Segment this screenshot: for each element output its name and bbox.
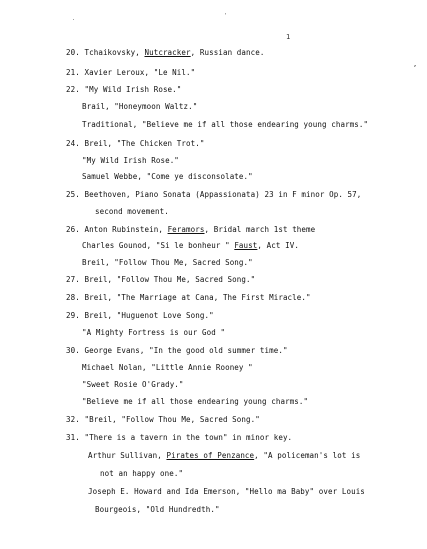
list-item-continuation xyxy=(82,241,299,250)
item-text: Beethoven, Piano Sonata (Appassionata) 23 in F minor Op. 57, xyxy=(84,190,362,199)
item-text-suffix: , Russian dance. xyxy=(190,48,265,57)
list-item-continuation xyxy=(82,258,253,267)
list-item-continuation xyxy=(82,380,184,389)
list-item xyxy=(66,433,292,442)
item-number: 24. xyxy=(66,139,80,148)
list-item xyxy=(66,293,311,302)
list-item-continuation xyxy=(100,469,183,478)
item-number: 30. xyxy=(66,346,80,355)
list-item-continuation xyxy=(82,172,253,181)
list-item-continuation xyxy=(82,397,308,406)
list-item-continuation xyxy=(95,505,220,514)
list-item-continuation xyxy=(82,363,253,372)
list-item xyxy=(66,275,255,284)
item-number: 31. xyxy=(66,433,80,442)
item-text: George Evans, "In the good old summer time." xyxy=(84,346,288,355)
item-text: Brail, "Honeymoon Waltz." xyxy=(82,102,198,111)
list-item xyxy=(66,85,181,94)
list-item-continuation xyxy=(95,207,169,216)
item-text: second movement. xyxy=(95,207,169,216)
item-text: Breil, "Huguenot Love Song." xyxy=(84,311,214,320)
list-item-continuation xyxy=(82,156,179,165)
list-item xyxy=(66,346,288,355)
item-text: "Sweet Rosie O'Grady." xyxy=(82,380,184,389)
item-text: Samuel Webbe, "Come ye disconsolate." xyxy=(82,172,253,181)
item-text: Michael Nolan, "Little Annie Rooney " xyxy=(82,363,253,372)
scan-speck: ' xyxy=(224,13,228,19)
item-number: 27. xyxy=(66,275,80,284)
item-text: not an happy one." xyxy=(100,469,184,478)
item-text-suffix: , Act IV. xyxy=(257,241,299,250)
work-title: Feramors xyxy=(167,225,205,234)
list-item xyxy=(66,190,361,199)
item-text: Breil, "The Marriage at Cana, The First Miracle." xyxy=(84,293,311,302)
list-item-continuation xyxy=(88,487,365,496)
item-text: "Breil, "Follow Thou Me, Sacred Song." xyxy=(84,415,260,424)
list-item xyxy=(66,48,265,57)
list-item-continuation xyxy=(82,328,225,337)
list-item xyxy=(66,225,315,234)
item-text: Traditional, "Believe me if all those endearing young charms." xyxy=(82,120,369,129)
item-number: 25. xyxy=(66,190,80,199)
item-text: Bourgeois, "Old Hundredth." xyxy=(95,505,220,514)
item-text: "There is a tavern in the town" in minor key. xyxy=(84,433,293,442)
item-text: "A Mighty Fortress is our God " xyxy=(82,328,226,337)
item-number: 20. xyxy=(66,48,80,57)
item-text-prefix: Tchaikovsky, xyxy=(84,48,145,57)
list-item xyxy=(66,68,195,77)
item-text-suffix: , "A policeman's lot is xyxy=(254,451,361,460)
list-item-continuation xyxy=(82,102,197,111)
item-text-prefix: Arthur Sullivan, xyxy=(88,451,167,460)
item-text: Breil, "The Chicken Trot." xyxy=(84,139,205,148)
list-item-continuation xyxy=(88,451,360,460)
page-number: 1 xyxy=(286,33,291,41)
item-text: "My Wild Irish Rose." xyxy=(84,85,182,94)
item-number: 26. xyxy=(66,225,80,234)
item-text: Xavier Leroux, "Le Nil." xyxy=(84,68,196,77)
work-title: Pirates of Penzance xyxy=(166,451,255,460)
item-text-suffix: , Bridal march 1st theme xyxy=(204,225,316,234)
list-item-continuation xyxy=(82,120,368,129)
item-text-prefix: Anton Rubinstein, xyxy=(84,225,168,234)
item-number: 21. xyxy=(66,68,80,77)
list-item xyxy=(66,311,214,320)
list-item xyxy=(66,415,260,424)
item-text: Joseph E. Howard and Ida Emerson, "Hello ma Baby" over Louis xyxy=(88,487,365,496)
item-number: 29. xyxy=(66,311,80,320)
scan-speck: . xyxy=(72,16,76,22)
list-item xyxy=(66,139,204,148)
item-text: "My Wild Irish Rose." xyxy=(82,156,179,165)
scan-speck: , xyxy=(413,60,418,68)
item-text: Breil, "Follow Thou Me, Sacred Song." xyxy=(82,258,253,267)
item-number: 28. xyxy=(66,293,80,302)
work-title: Nutcracker xyxy=(144,48,191,57)
item-number: 32. xyxy=(66,415,80,424)
item-text: Breil, "Follow Thou Me, Sacred Song." xyxy=(84,275,256,284)
item-text-prefix: Charles Gounod, "Si le bonheur " xyxy=(82,241,235,250)
item-number: 22. xyxy=(66,85,80,94)
work-title: Faust xyxy=(234,241,258,250)
item-text: "Believe me if all those endearing young charms." xyxy=(82,397,309,406)
